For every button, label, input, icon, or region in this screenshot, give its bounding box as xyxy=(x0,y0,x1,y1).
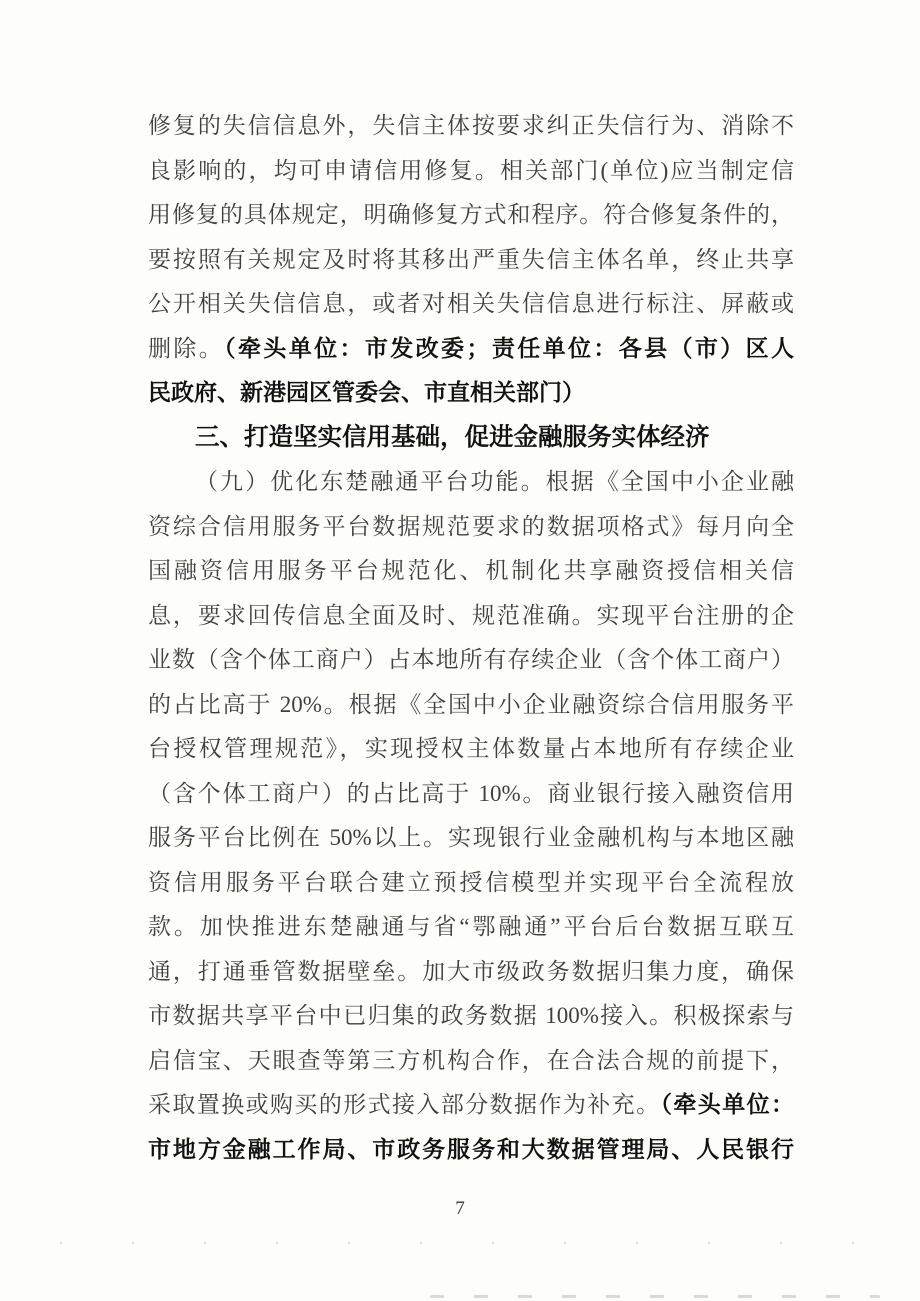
text-line xyxy=(148,683,794,728)
text-line xyxy=(148,149,794,194)
text-line xyxy=(148,1128,794,1173)
page-number: 7 xyxy=(455,1198,465,1219)
text-line xyxy=(148,371,794,416)
text-line xyxy=(148,1039,794,1084)
text-line xyxy=(148,238,794,283)
body-text: 的占比高于 20%。根据《全国中小企业融资综合信用服务平 xyxy=(148,691,794,717)
body-text: 启信宝、天眼查等第三方机构合作，在合法合规的前提下， xyxy=(148,1047,794,1073)
body-text: 款。加快推进东楚融通与省“鄂融通”平台后台数据互联互 xyxy=(148,914,794,939)
scan-artifact xyxy=(430,1295,880,1298)
scan-artifact xyxy=(60,1242,860,1244)
text-line xyxy=(148,594,794,639)
body-text: 服务平台比例在 50%以上。实现银行业金融机构与本地区融 xyxy=(148,825,794,850)
body-text: （九）优化东楚融通平台功能。根据《全国中小企业融 xyxy=(195,469,794,494)
text-line xyxy=(148,327,794,372)
text-line xyxy=(148,282,794,327)
text-line xyxy=(148,505,794,550)
document-body xyxy=(148,104,794,1172)
body-text: 业数（含个体工商户）占本地所有存续企业（含个体工商户） xyxy=(148,647,794,672)
body-text: 良影响的，均可申请信用修复。相关部门(单位)应当制定信 xyxy=(148,157,794,183)
text-line xyxy=(148,193,794,238)
text-line xyxy=(148,1083,794,1128)
text-line xyxy=(148,104,794,149)
text-line xyxy=(148,861,794,906)
body-text: 市数据共享平台中已归集的政务数据 100%接入。积极探索与 xyxy=(148,1003,794,1028)
body-text: 国融资信用服务平台规范化、机制化共享融资授信相关信 xyxy=(148,558,794,583)
text-line xyxy=(148,816,794,861)
text-line xyxy=(148,772,794,817)
body-text: 台授权管理规范》，实现授权主体数量占本地所有存续企业 xyxy=(148,736,794,761)
body-text: 采取置换或购买的形式接入部分数据作为补充。 xyxy=(148,1092,661,1117)
body-text: 资信用服务平台联合建立预授信模型并实现平台全流程放 xyxy=(148,869,794,895)
text-line xyxy=(148,549,794,594)
body-text: 要按照有关规定及时将其移出严重失信主体名单，终止共享 xyxy=(148,246,794,272)
text-line xyxy=(148,994,794,1039)
emphasis-text: （牵头单位：市发改委；责任单位：各县（市）区人 xyxy=(224,335,795,361)
text-line xyxy=(148,950,794,995)
body-text: （含个体工商户）的占比高于 10%。商业银行接入融资信用 xyxy=(148,780,794,806)
section-heading xyxy=(148,416,794,461)
body-text: 资综合信用服务平台数据规范要求的数据项格式》每月向全 xyxy=(148,513,794,539)
body-text: 用修复的具体规定，明确修复方式和程序。符合修复条件的， xyxy=(148,202,794,227)
body-text: 公开相关失信信息，或者对相关失信信息进行标注、屏蔽或 xyxy=(148,291,794,316)
body-text: 通，打通垂管数据壁垒。加大市级政务数据归集力度，确保 xyxy=(148,958,794,984)
body-text: 删除。 xyxy=(148,335,225,361)
body-text: 修复的失信信息外，失信主体按要求纠正失信行为、消除不 xyxy=(148,113,794,138)
emphasis-text: 市地方金融工作局、市政务服务和大数据管理局、人民银行 xyxy=(148,1136,794,1162)
emphasis-text: 三、打造坚实信用基础，促进金融服务实体经济 xyxy=(195,423,710,451)
text-line xyxy=(148,638,794,683)
text-line xyxy=(148,727,794,772)
emphasis-text: （牵头单位： xyxy=(660,1092,795,1117)
text-line xyxy=(148,460,794,505)
text-line xyxy=(148,905,794,950)
body-text: 息，要求回传信息全面及时、规范准确。实现平台注册的企 xyxy=(148,602,794,628)
emphasis-text: 民政府、新港园区管委会、市直相关部门） xyxy=(148,380,585,405)
